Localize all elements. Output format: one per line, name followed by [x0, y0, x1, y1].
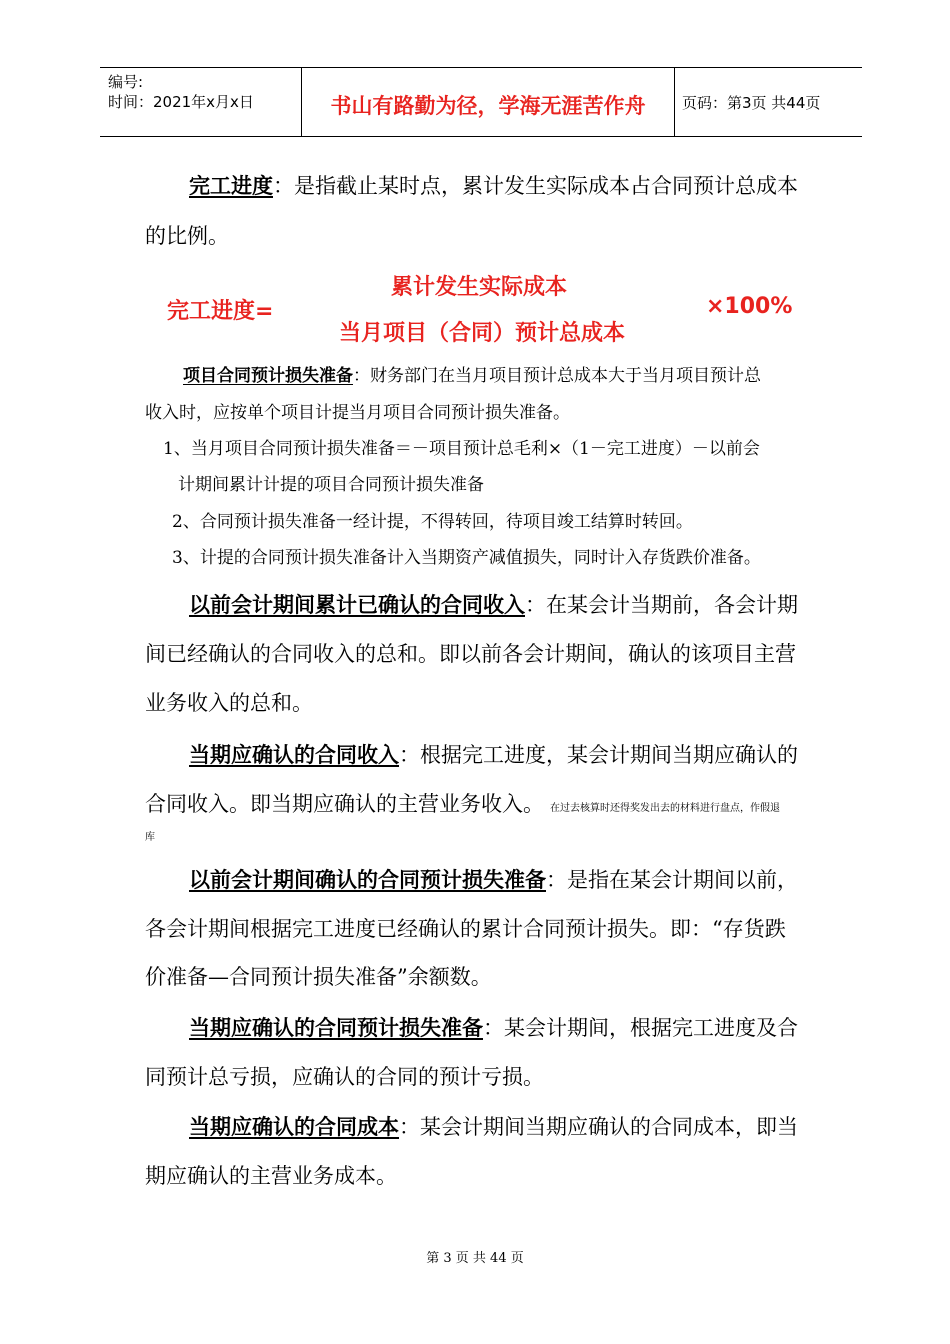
header-divider — [674, 68, 675, 136]
def2-line-2: 收入时，应按单个项目计提当月项目合同预计损失准备。 — [145, 403, 570, 423]
def7-term: 当期应确认的合同成本 — [189, 1115, 399, 1139]
def3-line-2: 间已经确认的合同收入的总和。即以前各会计期间，确认的该项目主营 — [145, 642, 796, 666]
def4-line-1 — [189, 739, 798, 769]
formula-denominator: 当月项目（合同）预计总成本 — [339, 321, 626, 346]
header-page-info: 页码：第3页 共44页 — [682, 94, 821, 112]
def3-text: ：在某会计当期前，各会计期 — [525, 593, 798, 617]
header-meta — [108, 72, 254, 112]
def7-line-1 — [189, 1111, 798, 1141]
def3-line-3: 业务收入的总和。 — [145, 691, 313, 715]
def1-line-1 — [189, 170, 798, 200]
serial-label: 编号: — [108, 73, 144, 91]
def1-term: 完工进度 — [189, 174, 273, 198]
formula-numerator: 累计发生实际成本 — [391, 275, 568, 300]
def2-item-1: 1、当月项目合同预计损失准备＝－项目预计总毛利×（1－完工进度）－以前会 — [163, 439, 760, 459]
def2-item-1-cont: 计期间累计计提的项目合同预计损失准备 — [178, 475, 484, 495]
def7-line-2: 期应确认的主营业务成本。 — [145, 1164, 397, 1188]
def4-text-b: 合同收入。即当期应确认的主营业务收入。 — [145, 792, 544, 816]
def5-line-1 — [189, 864, 798, 894]
def4-text: ：根据完工进度，某会计期间当期应确认的 — [399, 743, 798, 767]
def6-line-1 — [189, 1012, 798, 1042]
def6-line-2: 同预计总亏损，应确认的合同的预计亏损。 — [145, 1065, 544, 1089]
def2-term: 项目合同预计损失准备 — [183, 366, 353, 386]
def5-line-3: 价准备—合同预计损失准备”余额数。 — [145, 965, 492, 989]
page-footer: 第 3 页 共 44 页 — [426, 1251, 524, 1266]
def4-note-cont: 库 — [145, 832, 155, 843]
def3-term: 以前会计期间累计已确认的合同收入 — [189, 593, 525, 617]
page-header — [100, 67, 862, 137]
def3-line-1 — [189, 589, 798, 619]
def7-text: ：某会计期间当期应确认的合同成本，即当 — [399, 1115, 798, 1139]
def5-term: 以前会计期间确认的合同预计损失准备 — [189, 868, 546, 892]
def4-note: 在过去核算时还得奖发出去的材料进行盘点，作假退 — [550, 803, 780, 814]
formula-multiplier: ×100% — [706, 294, 793, 319]
def1-line-2: 的比例。 — [145, 224, 229, 248]
def4-line-2 — [145, 788, 780, 818]
header-motto: 书山有路勤为径，学海无涯苦作舟 — [330, 94, 646, 118]
def1-text: ：是指截止某时点，累计发生实际成本占合同预计总成本 — [273, 174, 798, 198]
def5-text: ：是指在某会计期间以前， — [546, 868, 798, 892]
def2-item-3: 3、计提的合同预计损失准备计入当期资产减值损失，同时计入存货跌价准备。 — [172, 548, 761, 568]
def6-text: ：某会计期间，根据完工进度及合 — [483, 1016, 798, 1040]
def2-text: ：财务部门在当月项目预计总成本大于当月项目预计总 — [353, 366, 761, 386]
time-label: 时间：2021年x月x日 — [108, 93, 254, 111]
def6-term: 当期应确认的合同预计损失准备 — [189, 1016, 483, 1040]
def5-line-2: 各会计期间根据完工进度已经确认的累计合同预计损失。即：“存货跌 — [145, 917, 786, 941]
def2-item-2: 2、合同预计损失准备一经计提，不得转回，待项目竣工结算时转回。 — [172, 512, 693, 532]
def2-line-1 — [183, 361, 761, 386]
def4-term: 当期应确认的合同收入 — [189, 743, 399, 767]
formula-label: 完工进度= — [167, 299, 274, 324]
